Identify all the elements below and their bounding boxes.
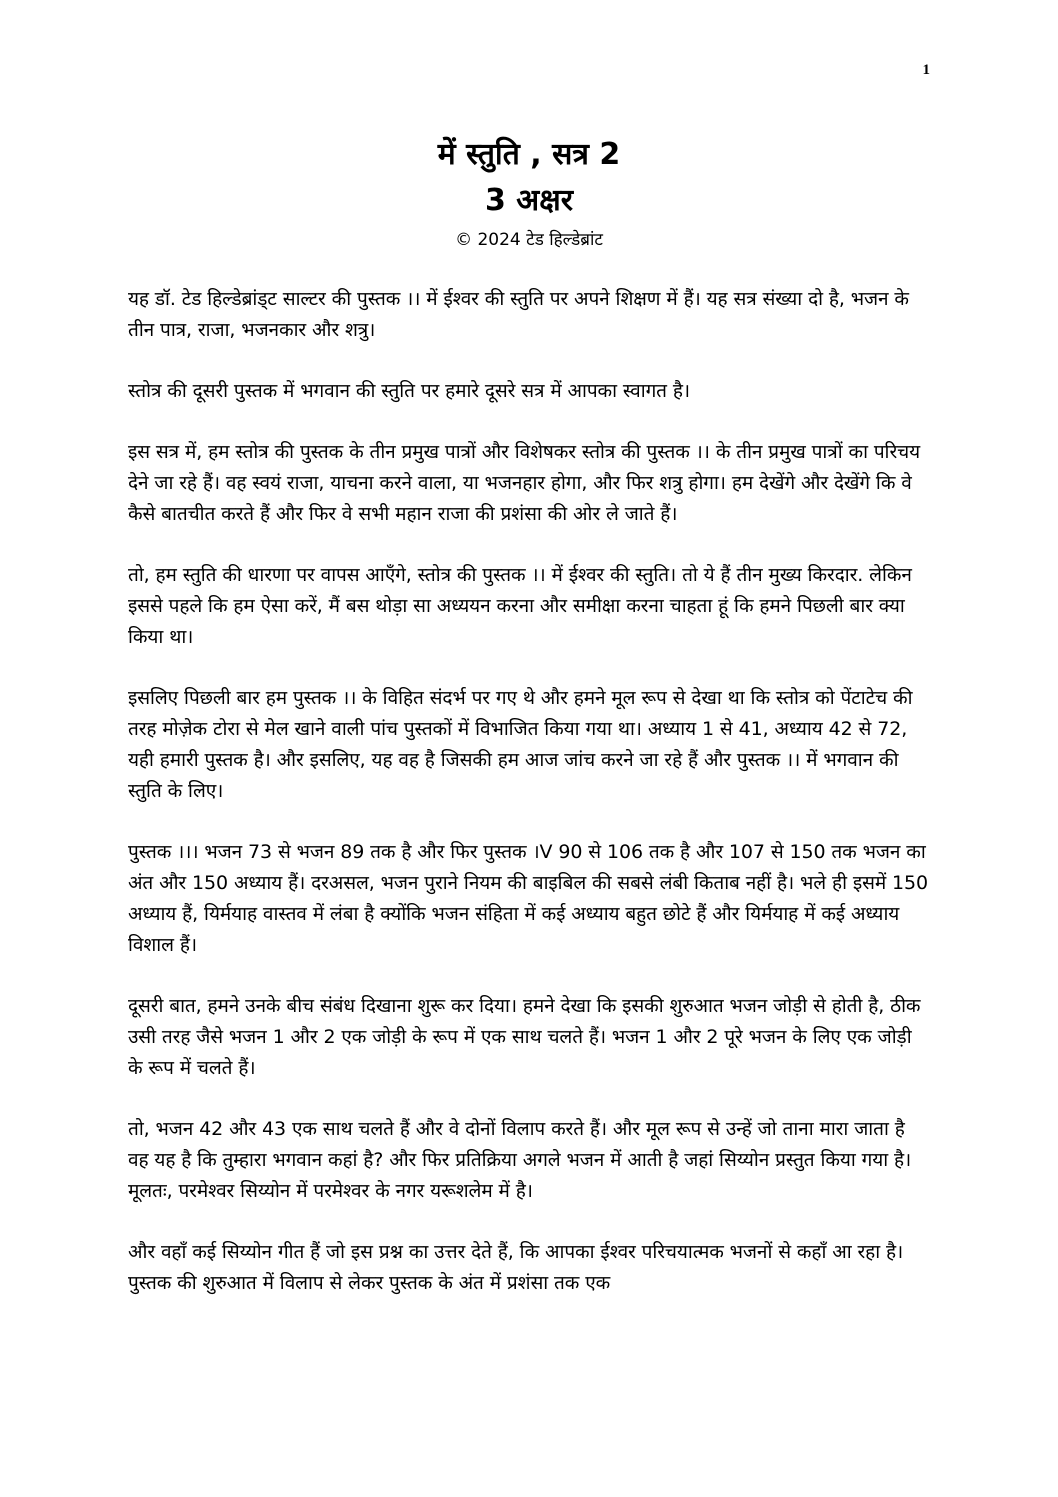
paragraph-2: स्तोत्र की दूसरी पुस्तक में भगवान की स्तुति पर हमारे दूसरे सत्र में आपका स्वागत है। [128,380,690,402]
paragraph-8: तो, भजन 42 और 43 एक साथ चलते हैं और वे दोनों विलाप करते हैं। और मूल रूप से उन्हें जो ताना मारा जाता है वह यह है कि तुम्हारा भगवान कहां है? और फिर प्रतिक्रिया अगले भजन में आती है जहां सिय्योन प्रस्तुत किया गया है। मूलतः, परमेश्वर सिय्योन में परमेश्वर के नगर यरूशलेम में है। [128,1118,912,1202]
document-header [128,132,930,254]
title-line-2: 3 अक्षर [484,183,574,218]
paragraph-1: यह डॉ. टेड हिल्डेब्रांड्ट साल्टर की पुस्तक ।। में ईश्वर की स्तुति पर अपने शिक्षण में हैं। यह सत्र संख्या दो है, भजन के तीन पात्र, राजा, भजनकार और शत्रु। [128,288,909,341]
page-number: 1 [922,62,930,78]
copyright-line: © 2024 टेड हिल्डेब्रांट [455,230,603,250]
paragraph-5: इसलिए पिछली बार हम पुस्तक ।। के विहित संदर्भ पर गए थे और हमने मूल रूप से देखा था कि स्तोत्र को पेंटाटेच की तरह मोज़ेक टोरा से मेल खाने वाली पांच पुस्तकों में विभाजित किया गया था। अध्याय 1 से 41, अध्याय 42 से 72, यही हमारी पुस्तक है। और इसलिए, यह वह है जिसकी हम आज जांच करने जा रहे हैं और पुस्तक ।। में भगवान की स्तुति के लिए। [128,687,913,802]
paragraph-7: दूसरी बात, हमने उनके बीच संबंध दिखाना शुरू कर दिया। हमने देखा कि इसकी शुरुआत भजन जोड़ी से होती है, ठीक उसी तरह जैसे भजन 1 और 2 एक जोड़ी के रूप में एक साथ चलते हैं। भजन 1 और 2 पूरे भजन के लिए एक जोड़ी के रूप में चलते हैं। [128,995,921,1079]
document-body [128,284,930,1329]
paragraph-6: पुस्तक ।।। भजन 73 से भजन 89 तक है और फिर पुस्तक ।V 90 से 106 तक है और 107 से 150 तक भजन का अंत और 150 अध्याय हैं। दरअसल, भजन पुराने नियम की बाइबिल की सबसे लंबी किताब नहीं है। भले ही इसमें 150 अध्याय हैं, यिर्मयाह वास्तव में लंबा है क्योंकि भजन संहिता में कई अध्याय बहुत छोटे हैं और यिर्मयाह में कई अध्याय विशाल हैं। [128,841,929,956]
paragraph-3: इस सत्र में, हम स्तोत्र की पुस्तक के तीन प्रमुख पात्रों और विशेषकर स्तोत्र की पुस्तक ।। के तीन प्रमुख पात्रों का परिचय देने जा रहे हैं। वह स्वयं राजा, याचना करने वाला, या भजनहार होगा, और फिर शत्रु होगा। हम देखेंगे और देखेंगे कि वे कैसे बातचीत करते हैं और फिर वे सभी महान राजा की प्रशंसा की ओर ले जाते हैं। [128,441,921,525]
paragraph-9: और वहाँ कई सिय्योन गीत हैं जो इस प्रश्न का उत्तर देते हैं, कि आपका ईश्वर परिचयात्मक भजनों से कहाँ आ रहा है। पुस्तक की शुरुआत में विलाप से लेकर पुस्तक के अंत में प्रशंसा तक एक [128,1241,904,1294]
title-line-1: में स्तुति , सत्र 2 [437,137,621,172]
paragraph-4: तो, हम स्तुति की धारणा पर वापस आएँगे, स्तोत्र की पुस्तक ।। में ईश्वर की स्तुति। तो ये हैं तीन मुख्य किरदार. लेकिन इससे पहले कि हम ऐसा करें, मैं बस थोड़ा सा अध्ययन करना और समीक्षा करना चाहता हूं कि हमने पिछली बार क्या किया था। [128,564,912,648]
